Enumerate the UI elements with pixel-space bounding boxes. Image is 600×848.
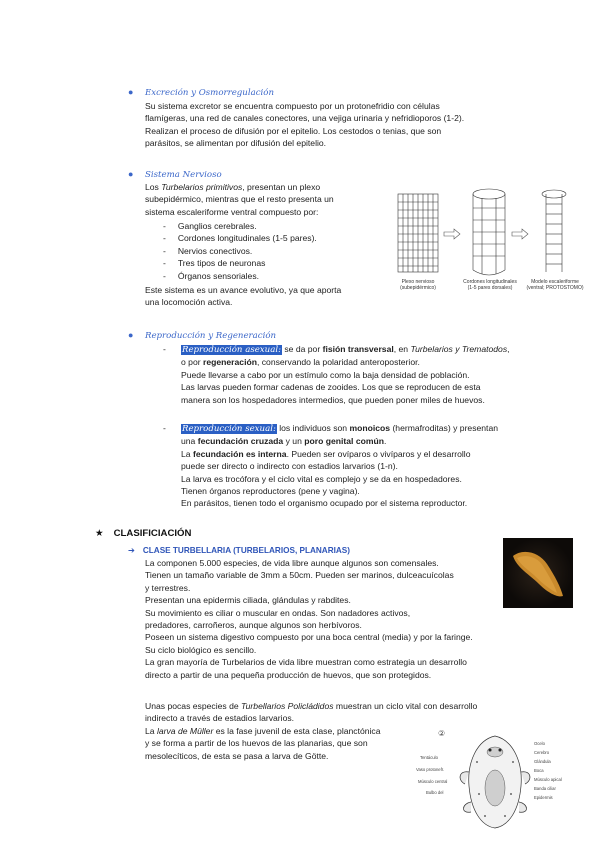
muller-larva-diagram — [455, 732, 535, 832]
section-heading-nervioso: Sistema Nervioso — [145, 170, 222, 180]
bullet-icon: ● — [128, 169, 134, 179]
diagram-label: Músculo central — [418, 779, 448, 784]
text-line: La gran mayoría de Turbelarios de vida libre muestran como estrategia un desarrollo — [145, 657, 467, 668]
cordones-diagram — [473, 189, 505, 275]
figure-number: ② — [438, 729, 446, 738]
nervioso-list — [163, 220, 317, 282]
diagram-label: Vaso protonefr. — [416, 767, 445, 772]
figure-caption: Modelo escaleriforme (ventral; PROTOSTOMO) — [526, 279, 584, 291]
text-line: predadores, carroñeros, aunque algunos son herbívoros. — [145, 620, 362, 631]
planaria-icon — [503, 538, 573, 608]
text-line: indirecto a través de estadios larvarios. — [145, 713, 295, 724]
diagram-label: Boca — [534, 768, 544, 773]
text-line: Puede llevarse a cabo por un estímulo como la baja densidad de población. — [181, 369, 470, 380]
text-line: La larva de Müller es la fase juvenil de esta clase, planctónica — [145, 725, 381, 736]
text-line: y terrestres. — [145, 582, 191, 593]
text-line: subepidérmico, mientras que el resto presenta un — [145, 194, 334, 205]
list-item: - Cordones longitudinales (1-5 pares). — [163, 233, 317, 244]
escaleriforme-diagram — [542, 190, 566, 272]
list-item: - Tres tipos de neuronas — [163, 258, 266, 269]
planaria-photo — [503, 538, 573, 608]
text-line: Realizan el proceso de difusión por el epitelio. Los cestodos o tenias, que son — [145, 125, 442, 136]
list-item: - Nervios conectivos. — [163, 245, 253, 256]
text-line: Las larvas pueden formar cadenas de zooides. Los que se reproducen de esta — [181, 382, 481, 393]
nervioso-outro — [145, 284, 341, 309]
text-line: una locomoción activa. — [145, 297, 233, 308]
text-line: Reproducción asexual: se da por fisión transversal, en Turbelarios y Trematodos, — [182, 344, 510, 355]
text-line: Poseen un sistema digestivo compuesto por una boca central (media) y por la faringe. — [145, 632, 473, 643]
diagram-label: Músculo apical — [534, 777, 562, 782]
turbellaria-text — [145, 557, 473, 681]
arrow-right-icon: ➔ — [128, 546, 135, 555]
bullet-icon: ● — [128, 87, 134, 97]
list-item: - Ganglios cerebrales. — [163, 221, 257, 231]
figure-caption: Plexo nervioso (subepidérmico) — [400, 279, 436, 291]
text-line: mesolecíticos, de esta se pasa a larva de Götte. — [145, 750, 329, 761]
text-line: sistema escaleriforme ventral compuesto por: — [145, 206, 319, 217]
diagram-label: Epidermis — [534, 795, 553, 800]
list-dash: - — [163, 423, 166, 433]
text-line: parásitos, se alimentan por difusión del epitelio. — [145, 138, 327, 149]
text-line: y se forma a partir de los huevos de las planarias, que son — [145, 738, 368, 749]
arrow-icon — [444, 229, 460, 239]
text-line: La larva es trocófora y el ciclo vital es complejo y se da en hospedadores. — [181, 473, 462, 484]
nervioso-intro — [145, 181, 334, 218]
diagram-label: Banda ciliar — [534, 786, 556, 791]
figure-caption: Cordones longitudinales (1-5 pares dorsales) — [463, 279, 517, 291]
bullet-icon: ● — [128, 330, 134, 340]
diagram-label: Glándula — [534, 759, 551, 764]
section-heading-reproduccion: Reproducción y Regeneración — [145, 331, 277, 341]
arrow-icon — [512, 229, 528, 239]
text-line: Su movimiento es ciliar o muscular en ondas. Son nadadores activos, — [145, 607, 411, 618]
text-line: manera son los hospedadores intermedios, que pueden poner miles de huevos. — [181, 394, 485, 405]
reproduccion-asexual — [181, 343, 510, 406]
reproduccion-sexual — [181, 422, 498, 510]
list-dash: - — [163, 344, 166, 354]
diagram-label: Tentáculo — [420, 755, 438, 760]
excrecion-text — [145, 100, 464, 150]
text-line: La componen 5.000 especies, de vida libre aunque algunos son comensales. — [145, 558, 439, 568]
text-line: flamígeras, una red de canales conectores, una vejiga urinaria y nefridioporos (1-2). — [145, 113, 465, 124]
diagram-label: Bulbo del — [426, 790, 444, 795]
section-heading-excrecion: Excreción y Osmorregulación — [145, 88, 274, 98]
subsection-title-turbellaria: ➔ CLASE TURBELLARIA (TURBELARIOS, PLANARIAS) — [128, 546, 350, 555]
section-title-clasificacion: ★ CLASIFICIACIÓN — [95, 528, 192, 539]
text-line: Tienen un tamaño variable de 3mm a 50cm. Pueden ser marinos, dulceacuícolas — [145, 570, 454, 581]
nervous-system-figure — [396, 186, 586, 278]
text-line: La fecundación es interna. Pueden ser ovíparos o vivíparos y el desarrollo — [181, 448, 471, 459]
star-icon: ★ — [95, 528, 104, 539]
text-line: o por regeneración, conservando la polaridad anteroposterior. — [181, 357, 420, 368]
list-item: - Órganos sensoriales. — [163, 270, 260, 281]
text-line: Los Turbelarios primitivos, presentan un plexo — [145, 182, 321, 192]
text-line: directo a partir de una pequeña producción de huevos, que son protegidos. — [145, 669, 432, 680]
text-line: Tienen órganos reproductores (pene y vagina). — [181, 486, 360, 497]
text-line: Unas pocas especies de Turbellarios Policládidos muestran un ciclo vital con desarrollo — [145, 701, 478, 711]
text-line: puede ser directo o indirecto con estadios larvarios (1-n). — [181, 461, 398, 472]
diagram-label: Ocelo — [534, 741, 545, 746]
text-line: Presentan una epidermis ciliada, glándulas y rabdites. — [145, 595, 351, 606]
text-line: Este sistema es un avance evolutivo, ya que aporta — [145, 285, 342, 295]
text-line: Su sistema excretor se encuentra compuesto por un protonefridio con células — [145, 101, 440, 111]
diagram-label: Cerebro — [534, 750, 550, 755]
plexo-diagram — [398, 194, 438, 272]
text-line: Su ciclo biológico es sencillo. — [145, 644, 257, 655]
text-line: En parásitos, tienen todo el organismo ocupado por el sistema reproductor. — [181, 498, 468, 509]
text-line: Reproducción sexual: los individuos son monoicos (hermafroditas) y presentan — [182, 423, 499, 434]
text-line: una fecundación cruzada y un poro genital común. — [181, 436, 387, 447]
